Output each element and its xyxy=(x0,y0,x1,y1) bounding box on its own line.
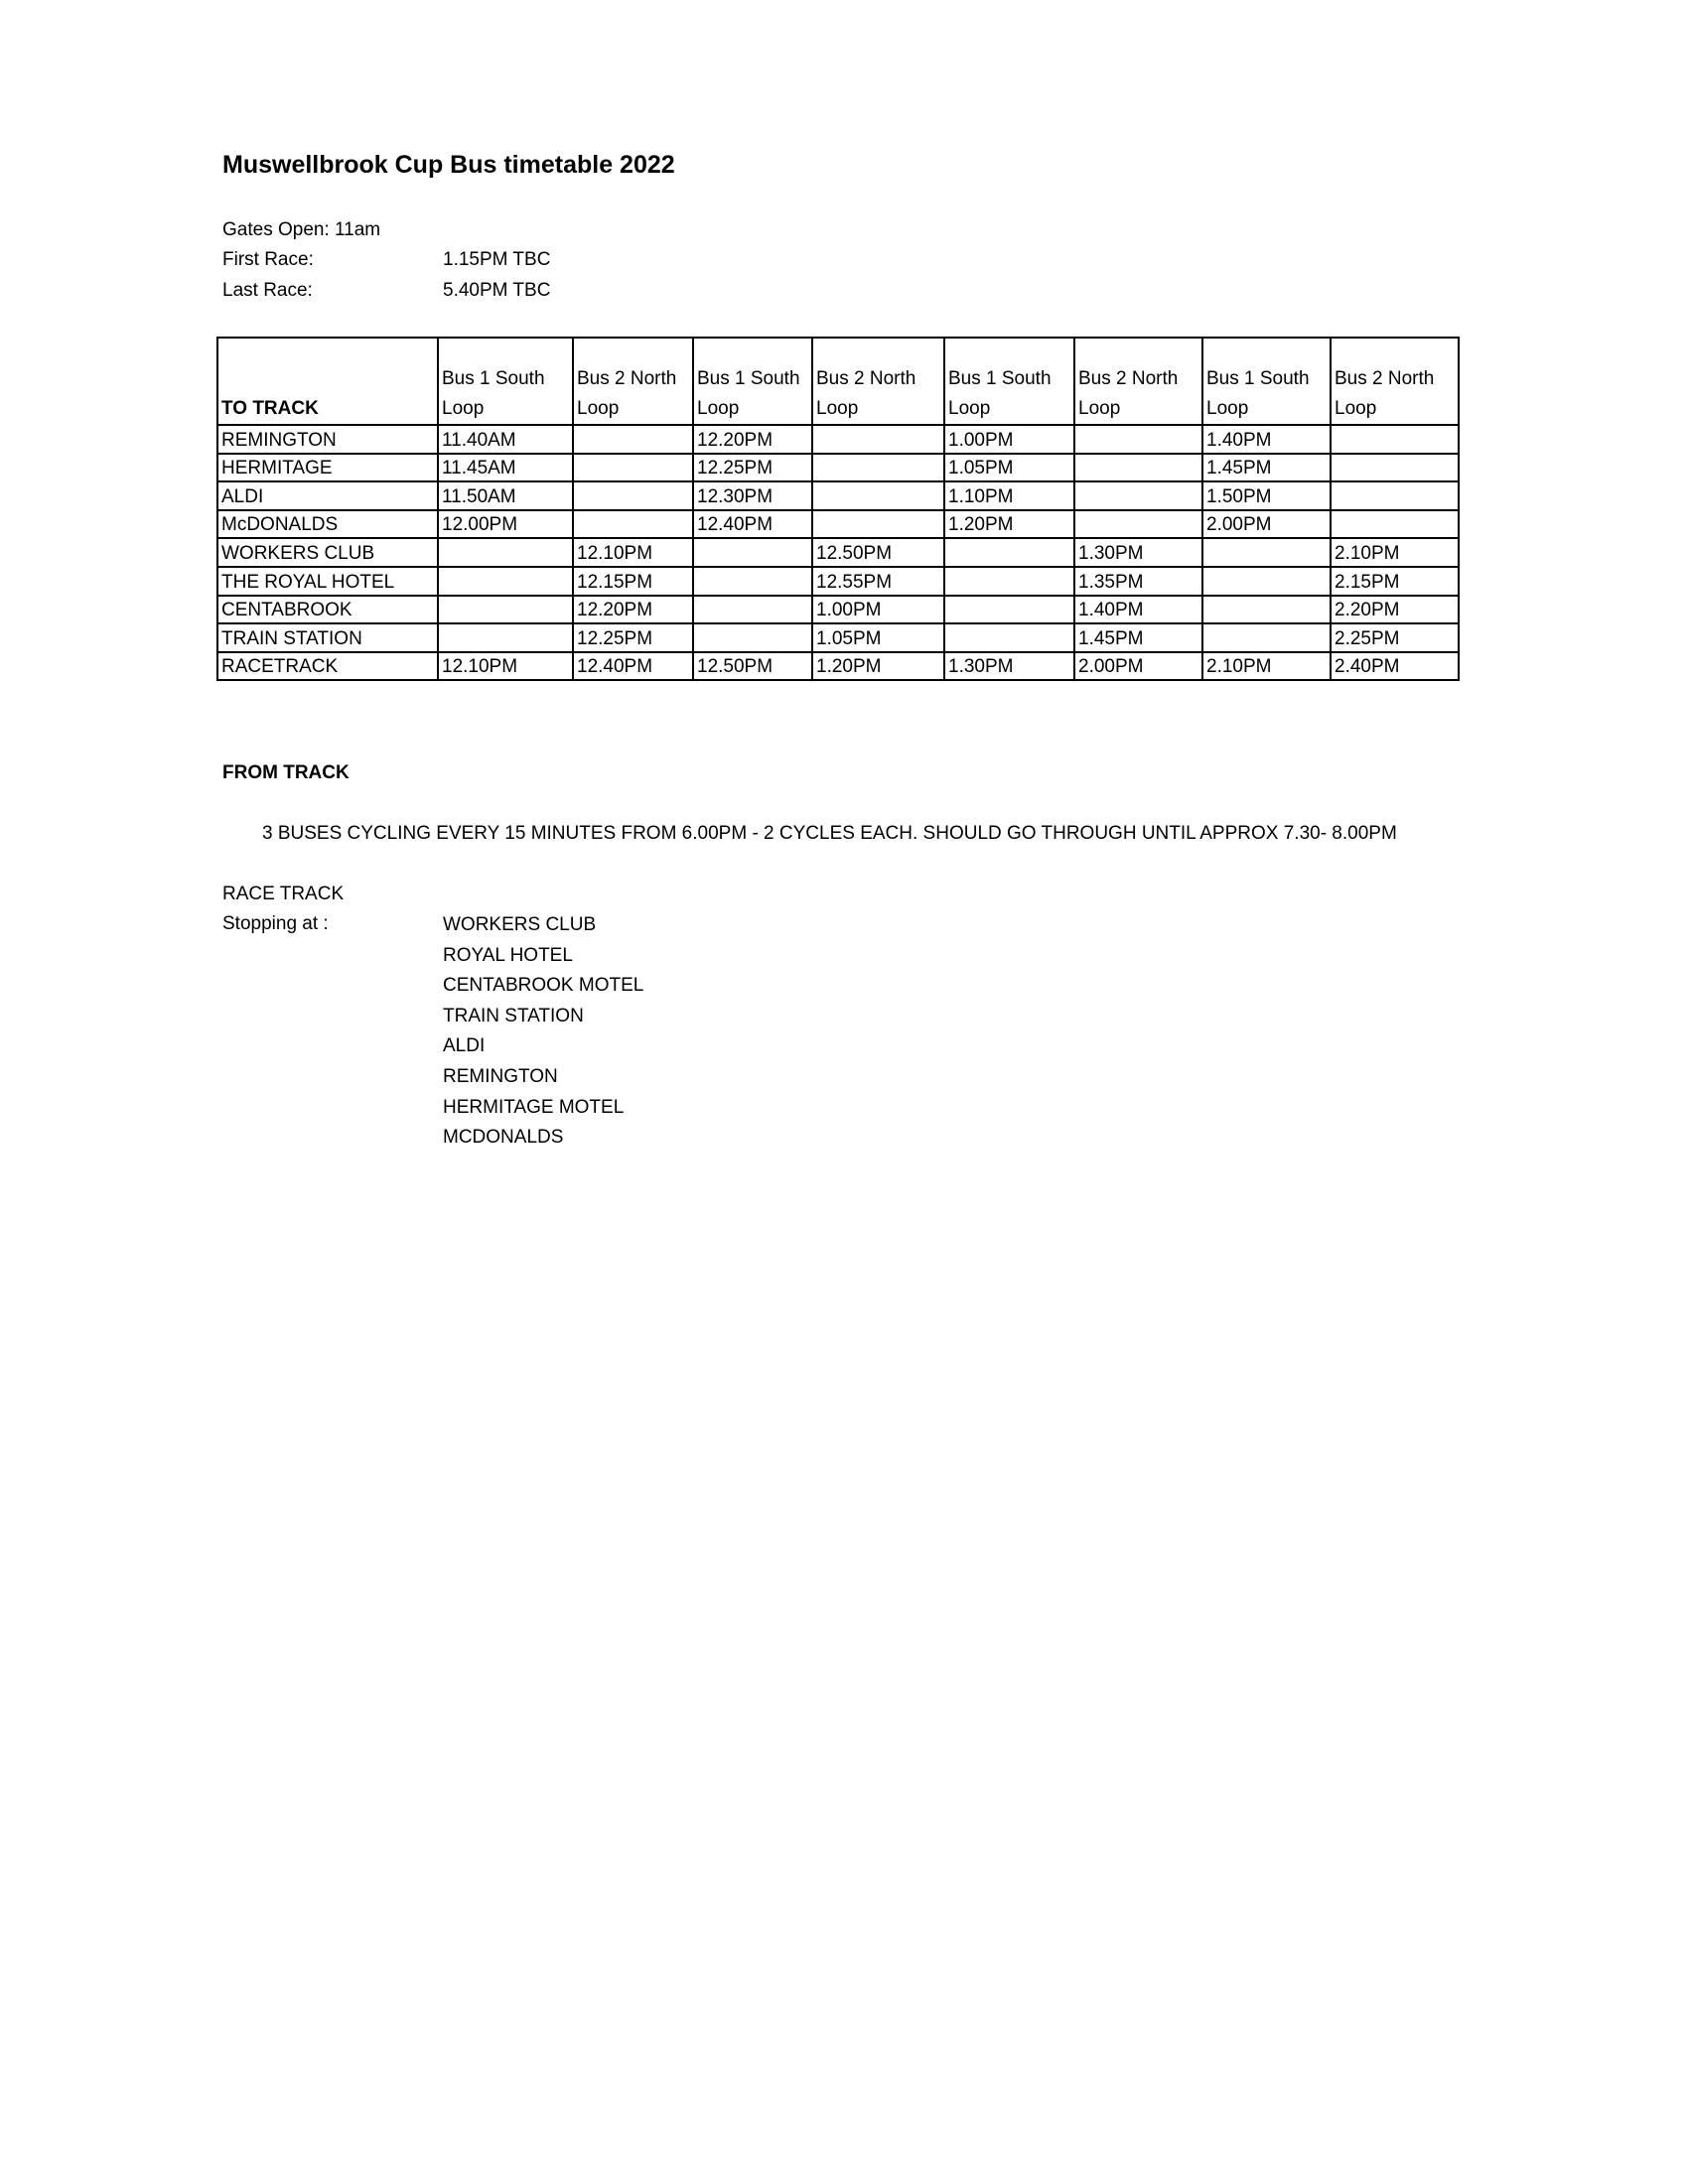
time-cell: 12.20PM xyxy=(693,425,812,454)
column-header-bus: Bus 1 South Loop xyxy=(438,338,573,425)
time-cell xyxy=(573,510,693,539)
time-cell xyxy=(1074,510,1202,539)
time-cell: 11.45AM xyxy=(438,454,573,482)
timetable-row xyxy=(217,454,1459,482)
time-cell: 2.40PM xyxy=(1331,652,1459,681)
to-track-timetable xyxy=(216,337,1460,681)
from-track-note: 3 BUSES CYCLING EVERY 15 MINUTES FROM 6.00PM - 2 CYCLES EACH. SHOULD GO THROUGH UNTIL APPROX 7.30- 8.00PM xyxy=(262,823,1397,844)
return-stop-item: TRAIN STATION xyxy=(443,1005,584,1026)
time-cell xyxy=(1202,567,1331,596)
time-cell xyxy=(812,481,944,510)
time-cell: 12.40PM xyxy=(693,510,812,539)
timetable-body xyxy=(217,425,1459,680)
time-cell xyxy=(1202,538,1331,567)
stop-name-cell: ALDI xyxy=(217,481,438,510)
stop-name-cell: REMINGTON xyxy=(217,425,438,454)
stop-name-cell: RACETRACK xyxy=(217,652,438,681)
time-cell: 2.15PM xyxy=(1331,567,1459,596)
return-stop-item: ROYAL HOTEL xyxy=(443,944,573,966)
time-cell xyxy=(573,425,693,454)
time-cell: 12.30PM xyxy=(693,481,812,510)
time-cell xyxy=(438,538,573,567)
stop-name-cell: CENTABROOK xyxy=(217,596,438,624)
time-cell: 2.10PM xyxy=(1202,652,1331,681)
time-cell xyxy=(812,425,944,454)
stop-name-cell: WORKERS CLUB xyxy=(217,538,438,567)
to-track-heading: TO TRACK xyxy=(217,338,438,425)
time-cell xyxy=(438,596,573,624)
column-header-bus: Bus 2 North Loop xyxy=(573,338,693,425)
timetable-header-row xyxy=(217,338,1459,425)
return-stop-item: CENTABROOK MOTEL xyxy=(443,975,644,997)
time-cell xyxy=(1331,481,1459,510)
column-header-bus: Bus 1 South Loop xyxy=(1202,338,1331,425)
time-cell xyxy=(1331,510,1459,539)
time-cell xyxy=(693,567,812,596)
time-cell xyxy=(944,623,1074,652)
time-cell xyxy=(1331,425,1459,454)
time-cell xyxy=(1074,454,1202,482)
time-cell: 1.45PM xyxy=(1202,454,1331,482)
return-stop-item: ALDI xyxy=(443,1035,486,1057)
column-header-bus: Bus 1 South Loop xyxy=(693,338,812,425)
gates-open-text: Gates Open: 11am xyxy=(222,219,381,240)
time-cell xyxy=(1074,481,1202,510)
time-cell: 11.40AM xyxy=(438,425,573,454)
time-cell xyxy=(573,481,693,510)
time-cell xyxy=(944,538,1074,567)
stop-name-cell: TRAIN STATION xyxy=(217,623,438,652)
timetable-row xyxy=(217,652,1459,681)
time-cell xyxy=(1331,454,1459,482)
time-cell: 12.20PM xyxy=(573,596,693,624)
time-cell: 1.35PM xyxy=(1074,567,1202,596)
time-cell: 1.10PM xyxy=(944,481,1074,510)
time-cell: 12.40PM xyxy=(573,652,693,681)
time-cell: 2.00PM xyxy=(1074,652,1202,681)
time-cell: 1.45PM xyxy=(1074,623,1202,652)
stopping-at-label: Stopping at : xyxy=(222,913,329,934)
time-cell: 1.00PM xyxy=(944,425,1074,454)
time-cell xyxy=(693,538,812,567)
time-cell: 12.50PM xyxy=(812,538,944,567)
stop-name-cell: HERMITAGE xyxy=(217,454,438,482)
document-title: Muswellbrook Cup Bus timetable 2022 xyxy=(222,151,675,179)
time-cell xyxy=(944,567,1074,596)
timetable-row xyxy=(217,510,1459,539)
return-stop-item: HERMITAGE MOTEL xyxy=(443,1096,625,1118)
timetable-row xyxy=(217,596,1459,624)
return-stops-list xyxy=(443,913,643,1157)
time-cell: 1.05PM xyxy=(812,623,944,652)
time-cell: 1.20PM xyxy=(944,510,1074,539)
timetable-row xyxy=(217,481,1459,510)
time-cell: 1.05PM xyxy=(944,454,1074,482)
time-cell: 2.10PM xyxy=(1331,538,1459,567)
column-header-bus: Bus 1 South Loop xyxy=(944,338,1074,425)
time-cell: 12.00PM xyxy=(438,510,573,539)
time-cell: 1.00PM xyxy=(812,596,944,624)
time-cell: 1.50PM xyxy=(1202,481,1331,510)
time-cell: 12.10PM xyxy=(438,652,573,681)
time-cell xyxy=(693,623,812,652)
time-cell: 2.00PM xyxy=(1202,510,1331,539)
first-race-value: 1.15PM TBC xyxy=(443,249,551,270)
time-cell xyxy=(1074,425,1202,454)
time-cell: 1.30PM xyxy=(1074,538,1202,567)
time-cell xyxy=(944,596,1074,624)
timetable-row xyxy=(217,623,1459,652)
return-stop-item: REMINGTON xyxy=(443,1065,558,1087)
time-cell: 11.50AM xyxy=(438,481,573,510)
time-cell: 12.55PM xyxy=(812,567,944,596)
time-cell: 2.20PM xyxy=(1331,596,1459,624)
stop-name-cell: McDONALDS xyxy=(217,510,438,539)
time-cell xyxy=(693,596,812,624)
time-cell: 12.50PM xyxy=(693,652,812,681)
timetable-row xyxy=(217,567,1459,596)
time-cell xyxy=(573,454,693,482)
timetable-row xyxy=(217,425,1459,454)
time-cell: 12.25PM xyxy=(573,623,693,652)
stop-name-cell: THE ROYAL HOTEL xyxy=(217,567,438,596)
time-cell: 12.10PM xyxy=(573,538,693,567)
time-cell xyxy=(438,623,573,652)
from-track-heading: FROM TRACK xyxy=(222,762,350,783)
column-header-bus: Bus 2 North Loop xyxy=(1331,338,1459,425)
time-cell xyxy=(1202,623,1331,652)
time-cell xyxy=(1202,596,1331,624)
race-track-label: RACE TRACK xyxy=(222,884,345,904)
last-race-value: 5.40PM TBC xyxy=(443,280,551,301)
first-race-label: First Race: xyxy=(222,249,314,270)
time-cell: 1.20PM xyxy=(812,652,944,681)
last-race-label: Last Race: xyxy=(222,280,313,301)
time-cell: 2.25PM xyxy=(1331,623,1459,652)
timetable-row xyxy=(217,538,1459,567)
column-header-bus: Bus 2 North Loop xyxy=(1074,338,1202,425)
time-cell: 1.40PM xyxy=(1202,425,1331,454)
time-cell: 1.40PM xyxy=(1074,596,1202,624)
time-cell: 12.15PM xyxy=(573,567,693,596)
return-stop-item: WORKERS CLUB xyxy=(443,914,597,935)
time-cell xyxy=(438,567,573,596)
time-cell xyxy=(812,454,944,482)
time-cell xyxy=(812,510,944,539)
column-header-bus: Bus 2 North Loop xyxy=(812,338,944,425)
time-cell: 12.25PM xyxy=(693,454,812,482)
time-cell: 1.30PM xyxy=(944,652,1074,681)
return-stop-item: MCDONALDS xyxy=(443,1127,564,1149)
